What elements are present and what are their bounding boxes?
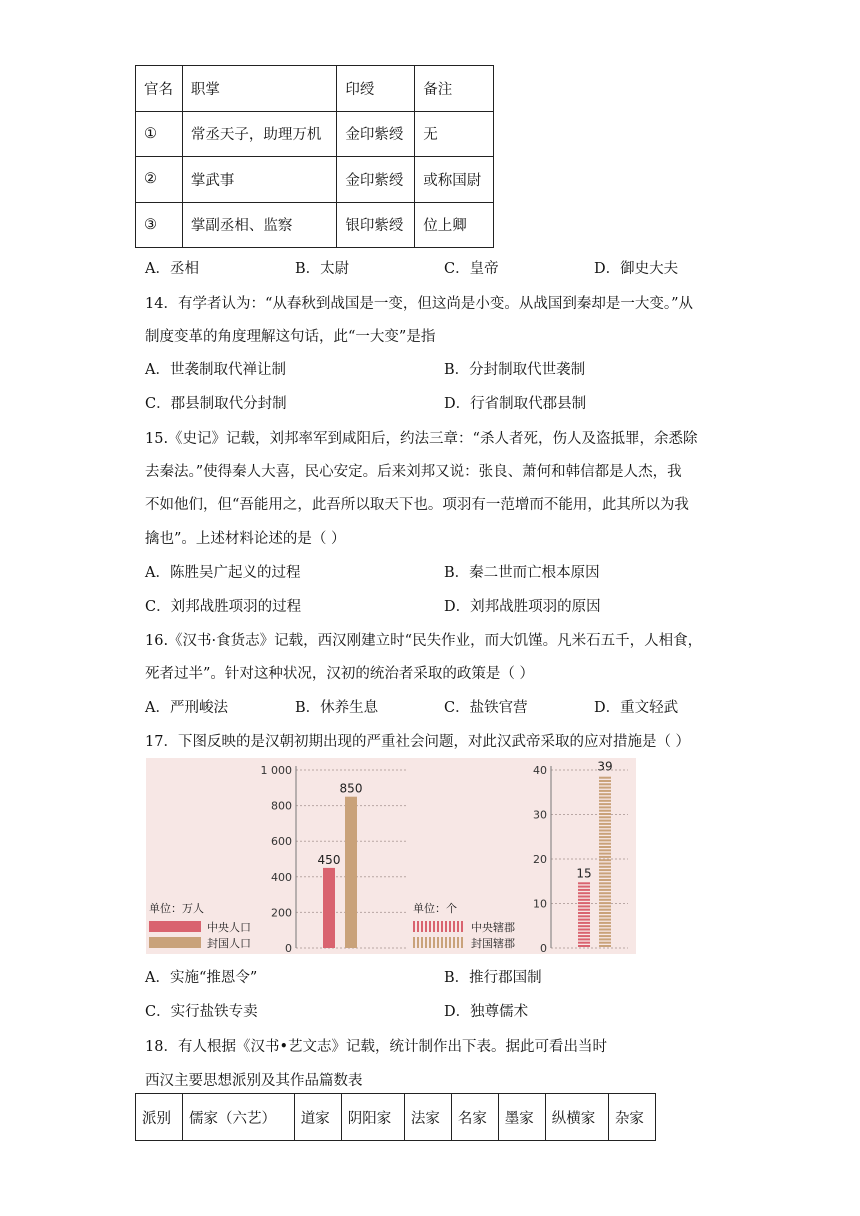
legend-swatch-stripe: [417, 921, 419, 932]
legend-swatch-stripe: [425, 937, 427, 948]
bar-stripe: [578, 912, 590, 914]
y-tick-label: 200: [271, 906, 292, 920]
bar-stripe: [578, 899, 590, 901]
table-cell: 杂家: [608, 1094, 655, 1141]
q14-option-b[interactable]: B．分封制取代世袭制: [444, 362, 586, 378]
bar-stripe: [599, 919, 611, 921]
bar-stripe: [578, 938, 590, 940]
table-row: [136, 157, 494, 203]
bar-stripe: [599, 836, 611, 838]
q14-stem-line: 14．有学者认为：“从春秋到战国是一变，但这尚是小变。从战国到秦却是一大变。”从: [145, 296, 694, 312]
q13-option-a[interactable]: A．丞相: [145, 261, 199, 277]
legend-swatch: [149, 921, 201, 932]
bar-stripe: [578, 935, 590, 937]
table-cell: 或称国尉: [415, 157, 494, 203]
legend-swatch-stripe: [441, 921, 443, 932]
bar-stripe: [599, 863, 611, 865]
table-cell: 备注: [415, 66, 494, 112]
bar-stripe: [578, 886, 590, 888]
bar-stripe: [578, 902, 590, 904]
legend-swatch-stripe: [457, 937, 459, 948]
table-cell: 儒家（六艺）: [182, 1094, 294, 1141]
bar-stripe: [599, 909, 611, 911]
table-cell: ③: [136, 202, 183, 248]
bar-stripe: [599, 787, 611, 789]
bar-stripe: [599, 800, 611, 802]
bar-stripe: [599, 938, 611, 940]
bar-stripe: [578, 925, 590, 927]
legend-label: 封国人口: [207, 937, 251, 950]
bar: [345, 797, 357, 948]
q13-option-c[interactable]: C．皇帝: [444, 261, 499, 277]
q16-stem-line: 死者过半”。针对这种状况，汉初的统治者采取的政策是（ ）: [145, 666, 535, 682]
bar-stripe: [599, 823, 611, 825]
bar-stripe: [599, 882, 611, 884]
bar-stripe: [599, 886, 611, 888]
chart-svg: [146, 758, 636, 954]
q15-option-b[interactable]: B．秦二世而亡根本原因: [444, 565, 600, 581]
table-cell: 常丞天子，助理万机: [182, 111, 337, 157]
q16-option-c[interactable]: C．盐铁官营: [444, 700, 528, 716]
schools-table: [135, 1093, 656, 1141]
legend-label: 中央辖郡: [471, 921, 515, 934]
bar-value-label: 39: [597, 759, 613, 774]
bar-stripe: [578, 915, 590, 917]
y-tick-label: 400: [271, 870, 292, 884]
bar-stripe: [578, 942, 590, 944]
legend-swatch-stripe: [457, 921, 459, 932]
q15-stem-line: 去秦法。”使得秦人大喜，民心安定。后来刘邦又说：张良、萧何和韩信都是人杰，我: [145, 464, 682, 480]
bar-stripe: [599, 915, 611, 917]
q16-option-d[interactable]: D．重文轻武: [594, 700, 679, 716]
bar-stripe: [599, 803, 611, 805]
bar-stripe: [578, 905, 590, 907]
q16-option-a[interactable]: A．严刑峻法: [145, 700, 228, 716]
legend-swatch-stripe: [421, 937, 423, 948]
bar-value-label: 450: [317, 852, 341, 867]
bar-stripe: [599, 925, 611, 927]
legend-swatch-stripe: [421, 921, 423, 932]
bar-stripe: [599, 849, 611, 851]
legend-swatch-stripe: [449, 937, 451, 948]
y-tick-label: 10: [533, 897, 547, 911]
bar-stripe: [599, 797, 611, 799]
legend-swatch-stripe: [461, 921, 463, 932]
legend-swatch-stripe: [453, 921, 455, 932]
table-cell: 纵横家: [545, 1094, 608, 1141]
q16-stem-line: 16.《汉书·食货志》记载，西汉刚建立时“民失作业，而大饥馑。凡米石五千，人相食，: [145, 633, 703, 649]
bar-stripe: [599, 892, 611, 894]
bar-stripe: [599, 843, 611, 845]
bar: [323, 868, 335, 948]
bar-stripe: [599, 780, 611, 782]
legend-swatch-stripe: [441, 937, 443, 948]
table-cell: 派别: [136, 1094, 183, 1141]
legend-swatch-stripe: [453, 937, 455, 948]
legend-swatch-stripe: [417, 937, 419, 948]
y-tick-label: 0: [285, 942, 292, 954]
bar-stripe: [599, 879, 611, 881]
bar-stripe: [578, 889, 590, 891]
bar: [599, 777, 611, 947]
q18-table-title: 西汉主要思想派别及其作品篇数表: [145, 1073, 363, 1089]
table-cell: 名家: [451, 1094, 498, 1141]
bar-stripe: [599, 790, 611, 792]
bar-value-label: 850: [339, 781, 363, 796]
legend-swatch-stripe: [445, 937, 447, 948]
table-cell: 掌副丞相、监察: [182, 202, 337, 248]
bar-stripe: [599, 869, 611, 871]
legend-swatch: [413, 921, 463, 932]
bar-value-label: 15: [576, 866, 592, 881]
unit-label: 单位：个: [413, 902, 457, 915]
bar-stripe: [599, 833, 611, 835]
y-tick-label: 1 000: [260, 764, 292, 777]
bar-stripe: [599, 935, 611, 937]
table-header-row: [136, 66, 494, 112]
y-tick-label: 800: [271, 799, 292, 813]
legend-swatch-stripe: [449, 921, 451, 932]
table-cell: 掌武事: [182, 157, 337, 203]
bar-stripe: [578, 932, 590, 934]
bar-stripe: [599, 793, 611, 795]
legend-label: 封国辖郡: [471, 937, 515, 950]
q15-option-a[interactable]: A．陈胜吴广起义的过程: [145, 565, 301, 581]
table-cell: 官名: [136, 66, 183, 112]
legend-swatch-stripe: [461, 937, 463, 948]
q15-option-c[interactable]: C．刘邦战胜项羽的过程: [145, 599, 302, 615]
legend-swatch: [413, 937, 463, 948]
bar-stripe: [599, 872, 611, 874]
q15-stem-line: 不如他们，但“吾能用之，此吾所以取天下也。项羽有一范增而不能用，此其所以为我: [145, 497, 689, 513]
bar-stripe: [599, 813, 611, 815]
y-tick-label: 600: [271, 835, 292, 849]
table-row: [136, 1094, 656, 1141]
legend-swatch-stripe: [429, 921, 431, 932]
bar-stripe: [599, 922, 611, 924]
legend-swatch-stripe: [429, 937, 431, 948]
officials-table: [135, 65, 494, 248]
bar-stripe: [599, 830, 611, 832]
legend-swatch-stripe: [445, 921, 447, 932]
q16-option-b[interactable]: B．休养生息: [295, 700, 379, 716]
bar-stripe: [599, 942, 611, 944]
bar-stripe: [599, 945, 611, 947]
table-cell: ②: [136, 157, 183, 203]
bar-stripe: [599, 856, 611, 858]
table-cell: 阴阳家: [341, 1094, 404, 1141]
bar-stripe: [599, 902, 611, 904]
commandery-bar-chart: [413, 759, 628, 954]
bar-stripe: [599, 826, 611, 828]
q15-option-d[interactable]: D．刘邦战胜项羽的原因: [444, 599, 601, 615]
bar-stripe: [599, 816, 611, 818]
legend-swatch-stripe: [413, 921, 415, 932]
y-tick-label: 40: [533, 764, 547, 777]
bar-stripe: [599, 806, 611, 808]
bar-stripe: [599, 912, 611, 914]
population-and-commanderies-chart: [146, 758, 636, 954]
bar-stripe: [599, 810, 611, 812]
q13-option-b[interactable]: B．太尉: [295, 261, 350, 277]
legend-swatch-stripe: [433, 937, 435, 948]
q17-option-c[interactable]: C．实行盐铁专卖: [145, 1004, 258, 1020]
bar-stripe: [599, 777, 611, 779]
bar-stripe: [599, 839, 611, 841]
table-cell: ①: [136, 111, 183, 157]
q13-option-d[interactable]: D．御史大夫: [594, 261, 679, 277]
bar-stripe: [578, 892, 590, 894]
bar-stripe: [578, 922, 590, 924]
table-cell: 墨家: [498, 1094, 545, 1141]
bar-stripe: [578, 882, 590, 884]
bar-stripe: [599, 889, 611, 891]
bar-stripe: [599, 929, 611, 931]
q15-stem-line: 15.《史记》记载，刘邦率军到咸阳后，约法三章：“杀人者死，伤人及盗抵罪，余悉除: [145, 431, 698, 447]
bar-stripe: [599, 876, 611, 878]
q18-stem-line: 18．有人根据《汉书•艺文志》记载，统计制作出下表。据此可看出当时: [145, 1039, 608, 1055]
table-cell: 法家: [404, 1094, 451, 1141]
table-cell: 无: [415, 111, 494, 157]
legend-swatch-stripe: [425, 921, 427, 932]
bar-stripe: [599, 932, 611, 934]
q14-stem-line: 制度变革的角度理解这句话，此“一大变”是指: [145, 329, 436, 345]
table-cell: 印绶: [337, 66, 415, 112]
bar-stripe: [578, 919, 590, 921]
q17-option-b[interactable]: B．推行郡国制: [444, 970, 542, 986]
legend-swatch: [149, 937, 201, 948]
q14-option-a[interactable]: A．世袭制取代禅让制: [145, 362, 286, 378]
bar-stripe: [599, 896, 611, 898]
bar-stripe: [599, 846, 611, 848]
y-tick-label: 20: [533, 853, 547, 866]
bar-stripe: [599, 820, 611, 822]
q14-option-d[interactable]: D．行省制取代郡县制: [444, 396, 587, 412]
bar-stripe: [578, 909, 590, 911]
table-cell: 银印紫绶: [337, 202, 415, 248]
bar-stripe: [599, 905, 611, 907]
legend-swatch-stripe: [413, 937, 415, 948]
bar-stripe: [578, 896, 590, 898]
bar-stripe: [599, 859, 611, 861]
bar-stripe: [599, 866, 611, 868]
table-cell: 道家: [294, 1094, 341, 1141]
table-row: [136, 202, 494, 248]
table-row: [136, 111, 494, 157]
bar-stripe: [599, 783, 611, 785]
table-cell: 位上卿: [415, 202, 494, 248]
bar-stripe: [599, 899, 611, 901]
bar-stripe: [599, 853, 611, 855]
table-cell: 职掌: [182, 66, 337, 112]
population-bar-chart: [149, 764, 406, 954]
q17-stem-line: 17．下图反映的是汉朝初期出现的严重社会问题，对此汉武帝采取的应对措施是（ ）: [145, 734, 691, 750]
legend-swatch-stripe: [437, 937, 439, 948]
table-cell: 金印紫绶: [337, 157, 415, 203]
q17-option-a[interactable]: A．实施“推恩令”: [145, 970, 258, 986]
legend-label: 中央人口: [207, 921, 251, 934]
bar: [578, 882, 590, 947]
legend-swatch-stripe: [437, 921, 439, 932]
q14-option-c[interactable]: C．郡县制取代分封制: [145, 396, 287, 412]
q15-stem-line: 擒也”。上述材料论述的是（ ）: [145, 531, 346, 547]
bar-stripe: [578, 945, 590, 947]
legend-swatch-stripe: [433, 921, 435, 932]
y-tick-label: 0: [540, 942, 547, 954]
bar-stripe: [578, 929, 590, 931]
table-cell: 金印紫绶: [337, 111, 415, 157]
unit-label: 单位：万人: [149, 902, 204, 915]
q17-option-d[interactable]: D．独尊儒术: [444, 1004, 529, 1020]
y-tick-label: 30: [533, 808, 547, 822]
